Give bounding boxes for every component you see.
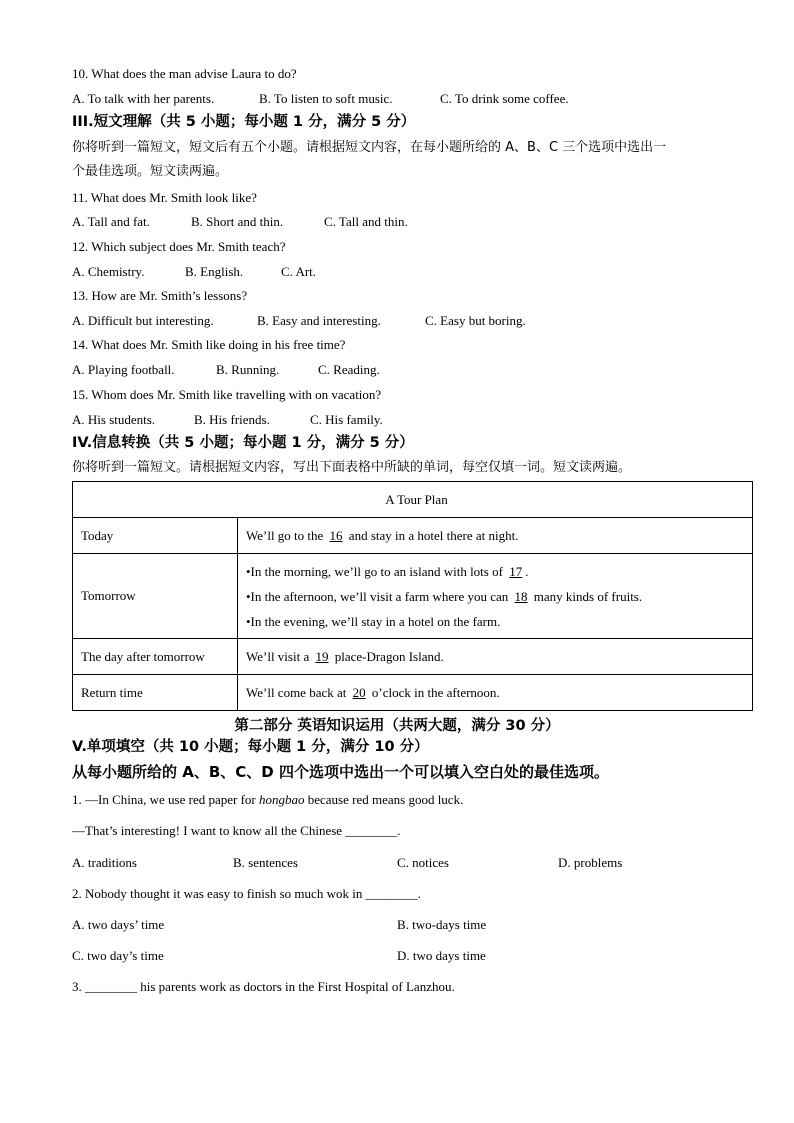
q13-option-b: B. Easy and interesting. bbox=[257, 313, 381, 328]
row-content-day-after: We’ll visit a 19 place-Dragon Island. bbox=[238, 639, 753, 675]
tomorrow-afternoon: •In the afternoon, we’ll visit a farm where you can 18 many kinds of fruits. bbox=[246, 584, 752, 609]
q12-option-c: C. Art. bbox=[281, 264, 317, 279]
blank-19: 19 bbox=[315, 648, 329, 664]
blank-18: 18 bbox=[514, 588, 528, 604]
section-5-heading: V.单项填空（共 10 小题；每小题 1 分，满分 10 分） bbox=[72, 739, 429, 755]
section-4-heading: IV.信息转换（共 5 小题；每小题 1 分，满分 5 分） bbox=[72, 435, 414, 451]
q10-option-b: B. To listen to soft music. bbox=[259, 91, 393, 106]
section-3-heading: III.短文理解（共 5 小题；每小题 1 分，满分 5 分） bbox=[72, 114, 416, 130]
section-4-instruction: 你将听到一篇短文。请根据短文内容，写出下面表格中所缺的单词，每空仅填一词。短文读两遍。 bbox=[72, 460, 632, 475]
question-1-line-2: —That’s interesting! I want to know all the Chinese ________. bbox=[72, 823, 401, 838]
row-label-today: Today bbox=[73, 518, 238, 554]
q11-option-c: C. Tall and thin. bbox=[324, 214, 408, 229]
blank-17: 17 bbox=[509, 563, 523, 579]
q10-option-c: C. To drink some coffee. bbox=[440, 91, 569, 106]
row-label-tomorrow: Tomorrow bbox=[73, 554, 238, 639]
tomorrow-morning: •In the morning, we’ll go to an island with lots of 17 . bbox=[246, 559, 752, 584]
blank-16: 16 bbox=[329, 527, 343, 543]
q10-option-a: A. To talk with her parents. bbox=[72, 91, 215, 106]
q1-option-d: D. problems bbox=[558, 855, 623, 870]
q2-option-c: C. two day’s time bbox=[72, 948, 164, 963]
section-3-instruction-2: 个最佳选项。短文读两遍。 bbox=[72, 164, 229, 179]
q13-option-c: C. Easy but boring. bbox=[425, 313, 526, 328]
q14-option-c: C. Reading. bbox=[318, 362, 380, 377]
q1-option-b: B. sentences bbox=[233, 855, 298, 870]
question-10: 10. What does the man advise Laura to do? bbox=[72, 66, 297, 81]
tomorrow-evening: •In the evening, we’ll stay in a hotel on the farm. bbox=[246, 613, 501, 629]
table-row bbox=[73, 639, 753, 675]
q11-option-a: A. Tall and fat. bbox=[72, 214, 150, 229]
q14-option-a: A. Playing football. bbox=[72, 362, 175, 377]
q1-option-a: A. traditions bbox=[72, 855, 137, 870]
question-13: 13. How are Mr. Smith’s lessons? bbox=[72, 288, 248, 303]
question-11: 11. What does Mr. Smith look like? bbox=[72, 190, 257, 205]
question-14: 14. What does Mr. Smith like doing in his free time? bbox=[72, 337, 346, 352]
question-15: 15. Whom does Mr. Smith like travelling with on vacation? bbox=[72, 387, 382, 402]
row-content-tomorrow bbox=[238, 554, 753, 639]
question-2: 2. Nobody thought it was easy to finish so much wok in ________. bbox=[72, 886, 421, 901]
question-1-line-1: 1. —In China, we use red paper for hongbao because red means good luck. bbox=[72, 792, 464, 807]
question-3: 3. ________ his parents work as doctors in the First Hospital of Lanzhou. bbox=[72, 979, 455, 994]
q15-option-b: B. His friends. bbox=[194, 412, 270, 427]
q11-option-b: B. Short and thin. bbox=[191, 214, 284, 229]
blank-20: 20 bbox=[352, 684, 366, 700]
q15-option-a: A. His students. bbox=[72, 412, 156, 427]
q2-option-b: B. two-days time bbox=[397, 917, 487, 932]
q15-option-c: C. His family. bbox=[310, 412, 383, 427]
q13-option-a: A. Difficult but interesting. bbox=[72, 313, 214, 328]
q14-option-b: B. Running. bbox=[216, 362, 280, 377]
q12-option-a: A. Chemistry. bbox=[72, 264, 145, 279]
section-3-instruction-1: 你将听到一篇短文，短文后有五个小题。请根据短文内容，在每小题所给的 A、B、C 三个选项中选出一 bbox=[72, 140, 667, 155]
q2-option-a: A. two days’ time bbox=[72, 917, 165, 932]
q12-option-b: B. English. bbox=[185, 264, 244, 279]
row-label-day-after: The day after tomorrow bbox=[73, 639, 238, 675]
row-content-return: We’ll come back at 20 o’clock in the afternoon. bbox=[238, 675, 753, 711]
table-row bbox=[73, 675, 753, 711]
table-caption: A Tour Plan bbox=[73, 482, 753, 518]
tour-plan-table bbox=[72, 481, 753, 711]
section-5-instruction: 从每小题所给的 A、B、C、D 四个选项中选出一个可以填入空白处的最佳选项。 bbox=[72, 763, 609, 781]
row-label-return: Return time bbox=[73, 675, 238, 711]
q1-option-c: C. notices bbox=[397, 855, 449, 870]
table-row bbox=[73, 518, 753, 554]
q2-option-d: D. two days time bbox=[397, 948, 486, 963]
table-row bbox=[73, 554, 753, 639]
part-2-heading: 第二部分 英语知识运用（共两大题，满分 30 分） bbox=[234, 718, 560, 734]
question-12: 12. Which subject does Mr. Smith teach? bbox=[72, 239, 286, 254]
row-content-today: We’ll go to the 16 and stay in a hotel there at night. bbox=[238, 518, 753, 554]
